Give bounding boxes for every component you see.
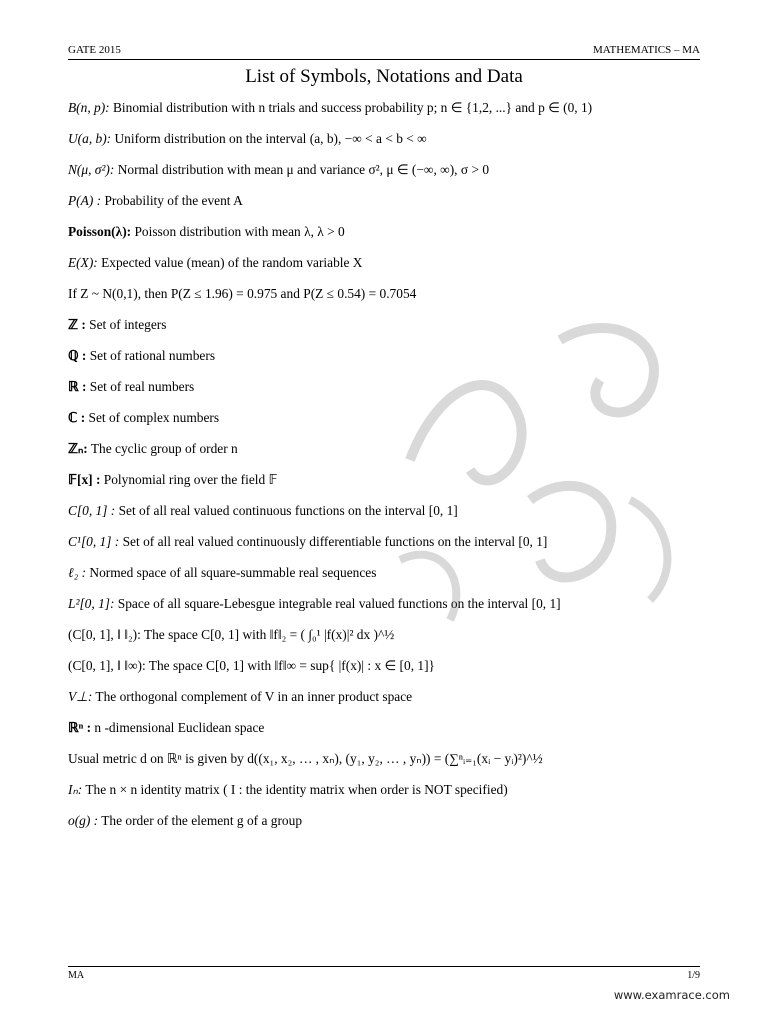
page-header bbox=[68, 44, 700, 60]
item-description: Normal distribution with mean μ and variance σ², μ ∈ (−∞, ∞), σ > 0 bbox=[114, 162, 490, 177]
page-title: List of Symbols, Notations and Data bbox=[245, 66, 523, 87]
item-description: Set of all real valued continuous functions on the interval [0, 1] bbox=[115, 503, 458, 518]
list-item bbox=[68, 596, 708, 627]
list-item bbox=[68, 286, 708, 317]
list-item bbox=[68, 627, 708, 658]
list-item bbox=[68, 379, 708, 410]
list-item bbox=[68, 658, 708, 689]
item-symbol: Usual metric bbox=[68, 751, 137, 766]
item-description: Set of real numbers bbox=[86, 379, 195, 394]
item-description: The orthogonal complement of V in an inner product space bbox=[92, 689, 413, 704]
item-symbol: ℝ : bbox=[68, 379, 87, 394]
item-description: Set of integers bbox=[85, 317, 167, 332]
item-symbol: ℝⁿ : bbox=[68, 720, 92, 735]
item-symbol: N(μ, σ²): bbox=[68, 162, 115, 177]
item-description: Space of all square-Lebesgue integrable real valued functions on the interval [0, 1] bbox=[114, 596, 561, 611]
symbol-list bbox=[68, 100, 708, 844]
list-item bbox=[68, 193, 708, 224]
list-item bbox=[68, 472, 708, 503]
source-website: www.examrace.com bbox=[613, 988, 730, 1002]
item-symbol: E(X): bbox=[68, 255, 98, 270]
item-symbol: ℤ : bbox=[68, 317, 86, 332]
item-symbol: ℤₙ: bbox=[68, 441, 88, 456]
item-symbol: (C[0, 1], ‖ ‖∞): bbox=[68, 658, 146, 673]
list-item bbox=[68, 782, 708, 813]
item-symbol: Poisson(λ): bbox=[68, 224, 132, 239]
item-description: Set of complex numbers bbox=[85, 410, 220, 425]
item-symbol: C[0, 1] : bbox=[68, 503, 116, 518]
item-description: The order of the element g of a group bbox=[98, 813, 303, 828]
item-description: Poisson distribution with mean λ, λ > 0 bbox=[131, 224, 345, 239]
item-symbol: L²[0, 1]: bbox=[68, 596, 115, 611]
item-symbol: C¹[0, 1] : bbox=[68, 534, 120, 549]
item-description: Probability of the event A bbox=[101, 193, 243, 208]
list-item bbox=[68, 348, 708, 379]
item-description: Set of all real valued continuously differentiable functions on the interval [0, 1] bbox=[119, 534, 548, 549]
list-item bbox=[68, 162, 708, 193]
item-symbol: P(A) : bbox=[68, 193, 102, 208]
item-description: Z ~ N(0,1), then P(Z ≤ 1.96) = 0.975 and P(Z ≤ 0.54) = 0.7054 bbox=[76, 286, 417, 301]
header-paper: MATHEMATICS – MA bbox=[593, 44, 700, 56]
item-description: Polynomial ring over the field 𝔽 bbox=[100, 472, 278, 487]
item-symbol: B(n, p): bbox=[68, 100, 110, 115]
list-item bbox=[68, 410, 708, 441]
list-item bbox=[68, 689, 708, 720]
page-footer bbox=[68, 966, 700, 981]
item-description: The space C[0, 1] with ‖f‖∞ = sup{ |f(x)| : x ∈ [0, 1]} bbox=[145, 658, 435, 673]
list-item bbox=[68, 720, 708, 751]
list-item bbox=[68, 534, 708, 565]
item-symbol: V⊥: bbox=[68, 689, 93, 704]
list-item bbox=[68, 131, 708, 162]
list-item bbox=[68, 255, 708, 286]
list-item bbox=[68, 751, 708, 782]
item-description: Set of rational numbers bbox=[86, 348, 216, 363]
item-symbol: Iₙ: bbox=[68, 782, 83, 797]
item-symbol: If bbox=[68, 286, 77, 301]
item-description: The space C[0, 1] with ‖f‖₂ = ( ∫₀¹ |f(x)|² dx )^½ bbox=[140, 627, 395, 642]
item-symbol: ℓ₂ : bbox=[68, 565, 87, 580]
item-description: Uniform distribution on the interval (a, b), −∞ < a < b < ∞ bbox=[111, 131, 427, 146]
item-symbol: ℂ : bbox=[68, 410, 86, 425]
footer-paper-code: MA bbox=[68, 970, 85, 981]
list-item bbox=[68, 503, 708, 534]
item-description: n -dimensional Euclidean space bbox=[91, 720, 265, 735]
list-item bbox=[68, 317, 708, 348]
item-description: The n × n identity matrix ( I : the identity matrix when order is NOT specified) bbox=[82, 782, 508, 797]
item-description: Expected value (mean) of the random variable X bbox=[97, 255, 363, 270]
list-item bbox=[68, 100, 708, 131]
list-item bbox=[68, 565, 708, 596]
item-symbol: U(a, b): bbox=[68, 131, 112, 146]
item-description: d on ℝⁿ is given by d((x₁, x₂, … , xₙ), (y₁, y₂, … , yₙ)) = (∑ⁿᵢ₌₁(xᵢ − yᵢ)²)^½ bbox=[136, 751, 543, 766]
list-item bbox=[68, 813, 708, 844]
item-symbol: ℚ : bbox=[68, 348, 87, 363]
item-description: Binomial distribution with n trials and success probability p; n ∈ {1,2, ...} and p ∈ (0, 1) bbox=[109, 100, 593, 115]
list-item bbox=[68, 224, 708, 255]
list-item bbox=[68, 441, 708, 472]
header-exam: GATE 2015 bbox=[68, 44, 121, 56]
item-description: The cyclic group of order n bbox=[87, 441, 238, 456]
item-symbol: 𝔽[x] : bbox=[68, 472, 101, 487]
item-description: Normed space of all square-summable real sequences bbox=[86, 565, 377, 580]
item-symbol: o(g) : bbox=[68, 813, 99, 828]
item-symbol: (C[0, 1], ‖ ‖₂): bbox=[68, 627, 141, 642]
page-number: 1/9 bbox=[687, 970, 700, 981]
